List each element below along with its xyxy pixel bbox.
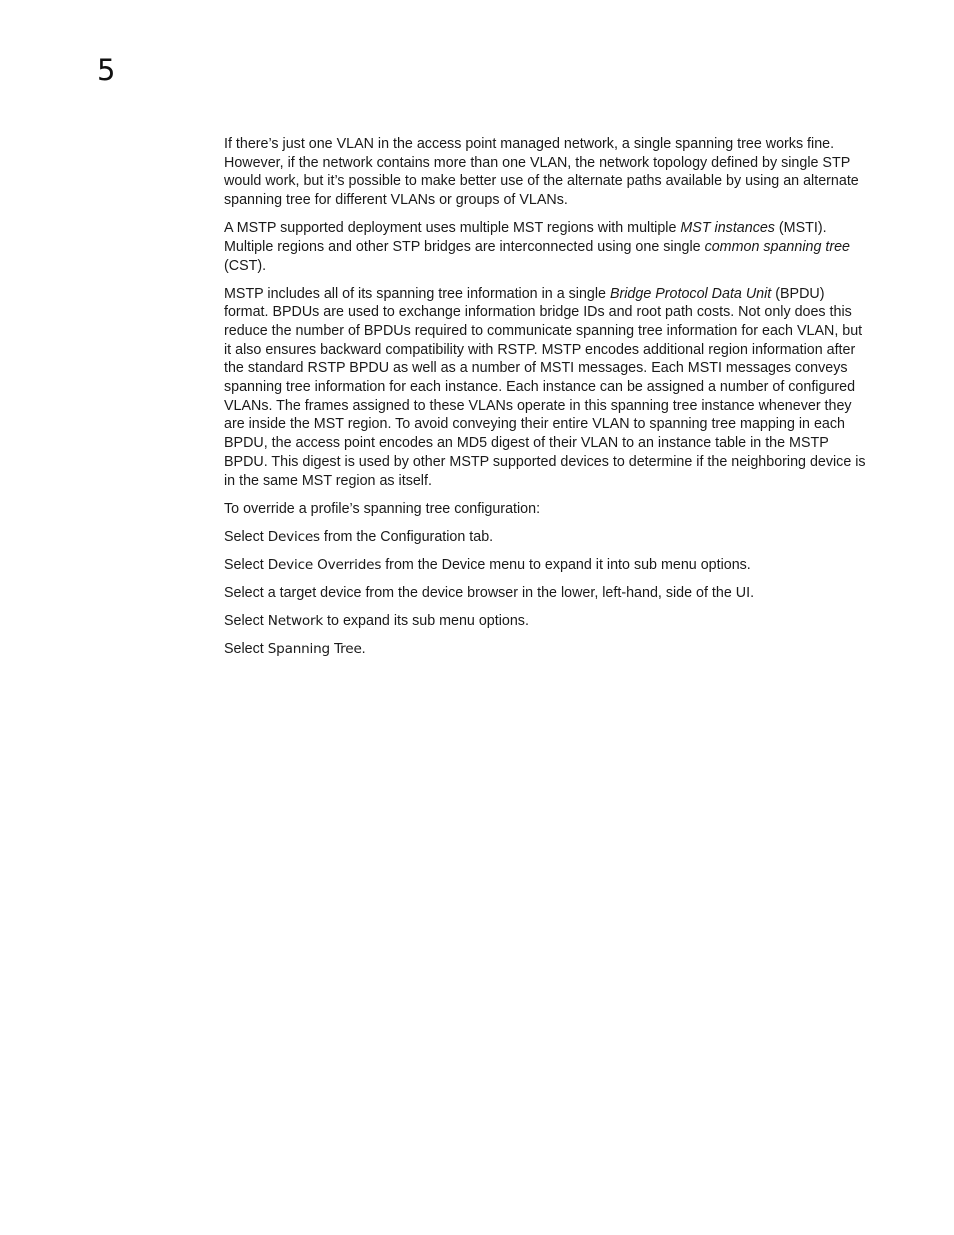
step-text: Select bbox=[224, 528, 268, 545]
emphasis-term: MST instances bbox=[680, 220, 775, 237]
chapter-number: 5 bbox=[97, 53, 116, 87]
procedure-step bbox=[224, 612, 872, 631]
ui-term: Network bbox=[267, 612, 324, 629]
step-text: Select bbox=[224, 640, 268, 657]
paragraph-text: (BPDU) format. BPDUs are used to exchange information bridge IDs and root path costs. Not only does this reduce the number of BPDUs required to communicate spanning tree information for each VLAN, but it also ensures backward compatibility with RSTP. MSTP encodes additional region information after the standard RSTP BPDU as well as a number of MSTI messages. Each MSTI messages conveys spanning tree information for each instance. Each instance can be assigned a number of configured VLANs. The frames assigned to these VLANs operate in this spanning tree instance whenever they are inside the MST region. To avoid conveying their entire VLAN to spanning tree mapping in each BPDU, the access point encodes an MD5 digest of their VLAN to an instance table in the MSTP BPDU. This digest is used by other MSTP supported devices to determine if the neighboring device is in the same MST region as itself. bbox=[224, 285, 866, 489]
step-text: from the Device menu to expand it into sub menu options. bbox=[381, 556, 751, 573]
paragraph-mstp-bpdu bbox=[224, 285, 872, 491]
paragraph-text: (CST). bbox=[224, 257, 267, 274]
ui-term: Spanning Tree bbox=[267, 640, 362, 657]
paragraph-text: MSTP includes all of its spanning tree information in a single bbox=[224, 285, 610, 302]
step-text: from the Configuration tab. bbox=[319, 528, 494, 545]
paragraph-mstp-deployment bbox=[224, 219, 872, 275]
step-text: . bbox=[361, 640, 366, 657]
document-body bbox=[224, 135, 872, 668]
procedure-step bbox=[224, 640, 872, 659]
emphasis-term: common spanning tree bbox=[704, 238, 851, 255]
paragraph-text: A MSTP supported deployment uses multiple MST regions with multiple bbox=[224, 220, 681, 237]
paragraph-vlan-overview: If there’s just one VLAN in the access point managed network, a single spanning tree works fine. However, if the network contains more than one VLAN, the network topology defined by single STP would work, but it’s possible to make better use of the alternate paths available by using an alternate spanning tree for different VLANs or groups of VLANs. bbox=[224, 136, 859, 209]
step-text: Select a target device from the device browser in the lower, left-hand, side of the UI. bbox=[224, 584, 755, 601]
ui-term: Devices bbox=[267, 528, 320, 545]
procedure-step bbox=[224, 584, 872, 603]
procedure-step bbox=[224, 556, 872, 575]
ui-term: Device Overrides bbox=[267, 556, 382, 573]
procedure-step bbox=[224, 528, 872, 547]
step-text: to expand its sub menu options. bbox=[323, 612, 529, 629]
paragraph-text: (MSTI). Multiple regions and other STP bridges are interconnected using one single bbox=[224, 220, 827, 255]
emphasis-term: Bridge Protocol Data Unit bbox=[609, 285, 772, 302]
step-text: Select bbox=[224, 612, 268, 629]
step-text: Select bbox=[224, 556, 268, 573]
procedure-intro: To override a profile’s spanning tree configuration: bbox=[224, 500, 541, 517]
